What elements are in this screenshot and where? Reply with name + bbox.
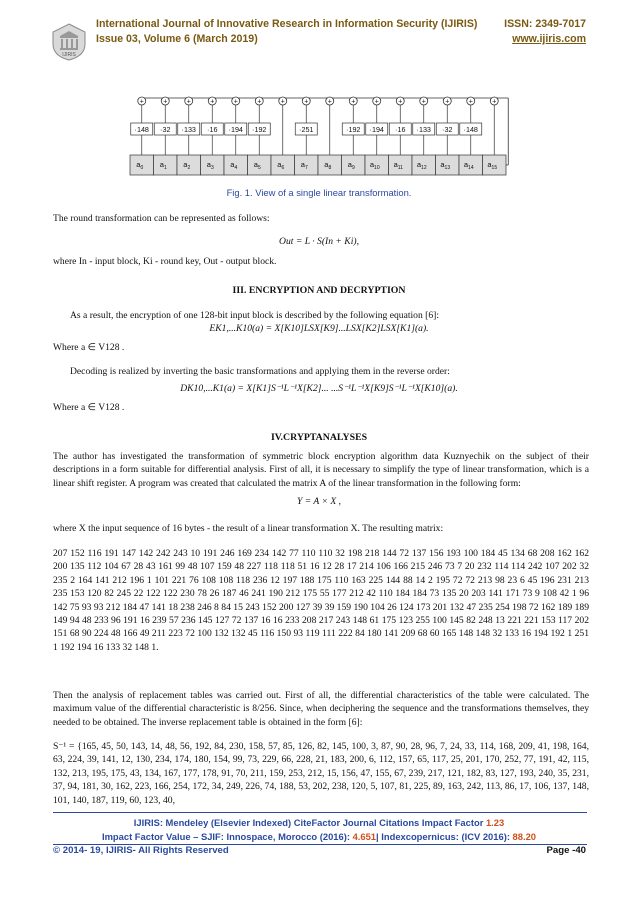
decryption-intro: Decoding is realized by inverting the basic transformations and applying them in the reverse order:	[70, 366, 450, 377]
register-cell-label: $a_0$	[136, 160, 144, 171]
register-cell-index: 3	[210, 165, 214, 171]
coefficient-label: ·32	[442, 125, 453, 134]
coefficient-label: ·133	[416, 125, 431, 134]
register-cell-label: $a_{14}$	[463, 160, 474, 171]
inverse-sbox-label: S⁻¹	[53, 741, 67, 752]
register-cell-index: 1	[163, 165, 167, 171]
register-cell-index: 7	[304, 165, 308, 171]
footer-divider	[53, 812, 587, 813]
section-4-title: IV.CRYPTANALYSES	[270, 432, 368, 443]
logo-text: IJIRIS	[62, 52, 76, 58]
analysis-paragraph: Then the analysis of replacement tables was carried out. First of all, the differential characteristics of the table were calculated. The maximum value of the differential characteristic is 8/256. Since, when deciphering the sequence and the transformations themselves, they needed to be obtained. The inverse replacement table is obtained in the form [6]:	[53, 690, 589, 728]
inverse-sbox	[53, 740, 589, 807]
equation-linear: Y = A × X ,	[296, 496, 342, 507]
coefficient-label: ·251	[299, 125, 314, 134]
register-cell-label: $a_2$	[183, 160, 191, 171]
register-cell-label: $a_1$	[159, 160, 167, 171]
journal-logo-icon	[50, 22, 88, 62]
figure-caption: Fig. 1. View of a single linear transformation.	[226, 187, 412, 198]
register-cell-label: $a_6$	[277, 160, 285, 171]
cryptanalysis-paragraph: The author has investigated the transformation of symmetric block encryption algorithm data Kuznyechik on the subject of their descriptions in a form suitable for differential analysis. First of all, it is necessary to simplify the type of linear transformation, which is a linear shift register. A program was created that calculated the matrix A of the linear transformation in the following form:	[53, 451, 589, 489]
footer-sjif-line	[0, 831, 638, 842]
register-cell-label: $a_{10}$	[369, 160, 380, 171]
adder-plus: +	[398, 98, 403, 106]
coefficient-label: ·32	[160, 125, 171, 134]
register-cell-index: 11	[397, 165, 403, 171]
adder-plus: +	[421, 98, 426, 106]
adder-plus: +	[304, 98, 309, 106]
coefficient-label: ·133	[181, 125, 196, 134]
where-encryption: Where a ∈ V128 .	[53, 342, 125, 353]
register-cell-label: $a_{12}$	[416, 160, 427, 171]
linear-transformation-figure	[118, 95, 520, 185]
where-round: where In - input block, Ki - round key, Out - output block.	[53, 256, 277, 267]
adder-plus: +	[492, 98, 497, 106]
coefficient-label: ·192	[252, 125, 267, 134]
coefficient-label: ·16	[207, 125, 218, 134]
coefficient-label: ·194	[228, 125, 243, 134]
register-cell-index: 10	[374, 165, 380, 171]
register-cell-label: $a_3$	[206, 160, 214, 171]
adder-plus: +	[280, 98, 285, 106]
register-cell-label: $a_{13}$	[440, 160, 451, 171]
equation-round: Out = L · S(In + Ki),	[279, 236, 359, 247]
footer-sjif-text: Impact Factor Value – SJIF: Innospace, Morocco (2016):	[101, 831, 353, 842]
round-intro: The round transformation can be represented as follows:	[53, 213, 270, 224]
section-3-title: III. ENCRYPTION AND DECRYPTION	[232, 285, 406, 296]
adder-plus: +	[374, 98, 379, 106]
coefficient-label: ·192	[346, 125, 361, 134]
register-cell-index: 2	[187, 165, 191, 171]
adder-plus: +	[468, 98, 473, 106]
encryption-intro: As a result, the encryption of one 128-bit input block is described by the following equation [6]:	[70, 310, 440, 321]
register-cell-label: $a_8$	[324, 160, 332, 171]
register-cell-label: $a_9$	[347, 160, 355, 171]
register-cell-index: 4	[234, 165, 238, 171]
adder-plus: +	[163, 98, 168, 106]
register-cell-index: 0	[140, 165, 144, 171]
adder-plus: +	[351, 98, 356, 106]
copyright: © 2014- 19, IJIRIS- All Rights Reserved	[53, 845, 229, 856]
coefficient-label: ·16	[395, 125, 406, 134]
coefficient-label: ·148	[463, 125, 478, 134]
register-cell-index: 14	[468, 165, 474, 171]
where-linear: where X the input sequence of 16 bytes - the result of a linear transformation X. The resulting matrix:	[53, 523, 444, 534]
register-cell-label: $a_4$	[230, 160, 238, 171]
register-cell-label: $a_7$	[300, 160, 308, 171]
adder-plus: +	[257, 98, 262, 106]
page-number: Page -40	[546, 845, 586, 856]
register-cell-index: 6	[281, 165, 285, 171]
adder-plus: +	[445, 98, 450, 106]
register-cell-index: 5	[257, 165, 261, 171]
adder-plus: +	[139, 98, 144, 106]
journal-title: International Journal of Innovative Research in Information Security (IJIRIS)	[96, 18, 478, 30]
footer-sjif-value: 4.651	[352, 831, 377, 842]
issn: ISSN: 2349-7017	[504, 18, 586, 30]
register-cell-label: $a_5$	[253, 160, 261, 171]
register-cell-index: 9	[351, 165, 355, 171]
register-cell-index: 12	[421, 165, 427, 171]
website-link[interactable]: www.ijiris.com	[512, 33, 586, 45]
matrix-values: 207 152 116 191 147 142 242 243 10 191 246 169 234 142 77 110 110 32 198 218 144 72 137 156 193 100 184 45 134 68 208 162 162 200 135 112 104 67 28 43 161 99 48 107 159 48 227 118 118 51 16 12 28 17 214 106 166 215 246 73 7 20 232 114 114 242 107 202 32 235 2 164 141 212 196 1 101 221 76 108 108 118 236 12 197 188 175 110 163 225 144 88 14 2 195 72 72 213 98 23 6 45 196 231 213 235 153 120 82 245 22 122 122 230 78 26 187 46 241 190 212 175 55 177 212 42 110 184 184 73 135 20 203 141 171 73 9 108 42 1 96 142 75 93 93 212 184 47 141 18 238 246 8 84 15 243 152 200 127 39 39 159 190 104 26 124 173 201 132 47 235 254 198 72 162 189 189 149 94 48 233 96 191 16 239 57 236 145 127 72 137 16 16 233 208 217 243 148 61 175 123 255 100 145 82 248 13 221 221 153 117 202 151 68 90 224 48 166 49 211 223 72 100 132 132 45 116 150 93 119 111 222 84 180 141 209 68 60 165 148 148 32 133 16 194 192 1 251 1 192 194 16 133 32 148 1.	[53, 548, 589, 653]
register-cell-index: 15	[491, 165, 498, 171]
issue-info: Issue 03, Volume 6 (March 2019)	[96, 33, 258, 45]
adder-plus: +	[233, 98, 238, 106]
equation-decryption: DK10,...K1(a) = X[K1]S⁻¹L⁻¹X[K2]... ...S⁻¹L⁻¹X[K9]S⁻¹L⁻¹X[K10](a).	[180, 383, 458, 394]
inverse-sbox-values: = {165, 45, 50, 143, 14, 48, 56, 192, 84, 230, 158, 57, 85, 126, 82, 145, 100, 3, 87, 90, 28, 96, 7, 24, 33, 114, 168, 209, 41, 198, 164, 63, 224, 39, 141, 12, 130, 234, 174, 180, 154, 99, 73, 229, 66, 228, 21, 183, 200, 6, 112, 157, 65, 117, 25, 201, 170, 252, 77, 191, 42, 115, 132, 213, 195, 175, 43, 134, 167, 177, 178, 91, 70, 211, 159, 253, 212, 15, 156, 47, 155, 67, 239, 217, 121, 182, 83, 127, 193, 240, 35, 231, 37, 94, 181, 30, 162, 223, 166, 254, 172, 34, 249, 226, 74, 188, 53, 202, 238, 120, 5, 107, 81, 225, 89, 163, 242, 113, 86, 17, 106, 137, 148, 101, 140, 187, 119, 60, 123, 40,	[53, 741, 589, 806]
coefficient-label: ·194	[369, 125, 384, 134]
equation-encryption: EK1,...K10(a) = X[K10]LSX[K9]...LSX[K2]LSX[K1](a).	[209, 323, 429, 334]
adder-plus: +	[327, 98, 332, 106]
register-cell-label: $a_{15}$	[487, 160, 498, 171]
footer-impact-value: 1.23	[485, 817, 505, 828]
where-decryption: Where a ∈ V128 .	[53, 402, 125, 413]
register-cell-label: $a_{11}$	[393, 160, 403, 171]
footer-impact-line	[0, 817, 638, 828]
register-cell-index: 8	[328, 165, 332, 171]
adder-plus: +	[186, 98, 191, 106]
adder-plus: +	[210, 98, 215, 106]
footer-icv-text: | Indexcopernicus: (ICV 2016):	[376, 831, 513, 842]
register-cell-index: 13	[444, 165, 451, 171]
coefficient-label: ·148	[134, 125, 149, 134]
footer-icv-value: 88.20	[512, 831, 537, 842]
footer-impact-text: IJIRIS: Mendeley (Elsevier Indexed) CiteFactor Journal Citations Impact Factor	[133, 817, 486, 828]
